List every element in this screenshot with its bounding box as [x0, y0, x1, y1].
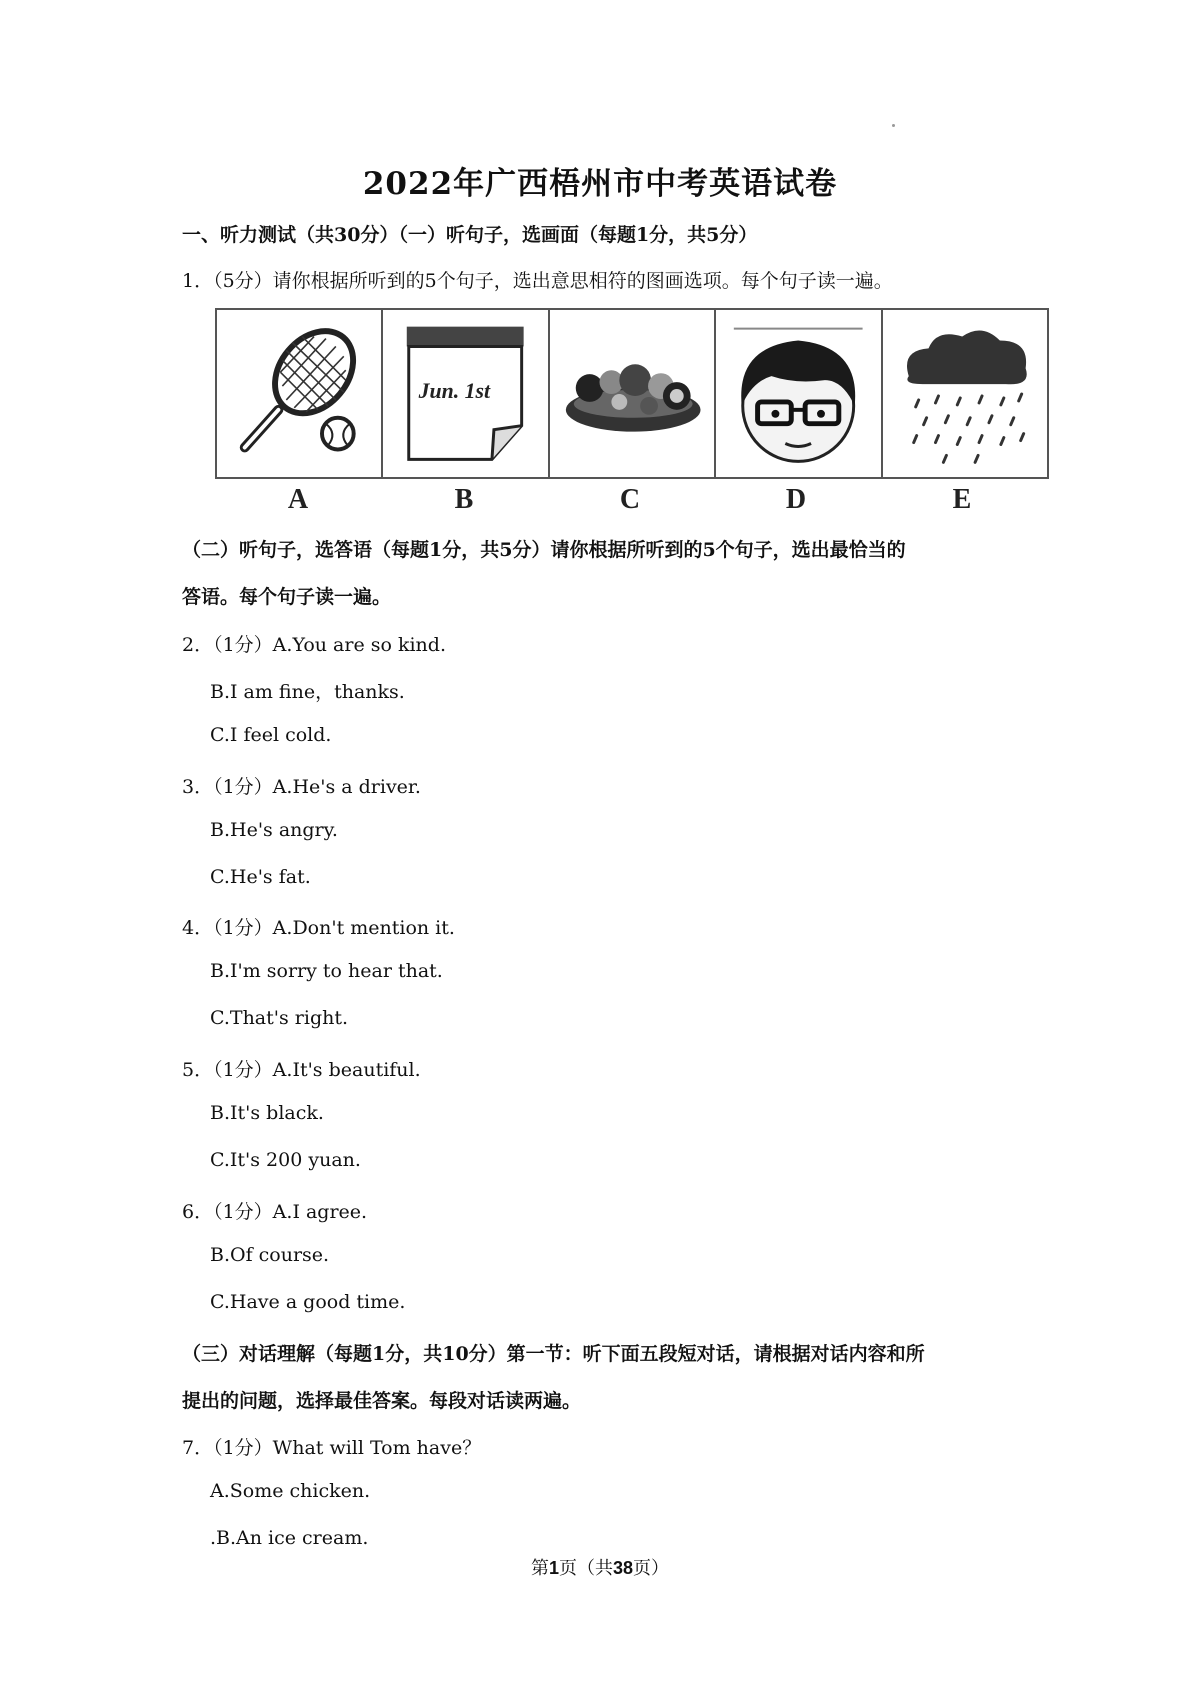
page-title: 2022年广西梧州市中考英语试卷: [362, 166, 838, 202]
page-footer: [0, 1554, 1200, 1580]
question-5-option-c: C.It's 200 yuan.: [210, 1149, 361, 1171]
question-4-option-b: B.I'm sorry to hear that.: [210, 960, 443, 982]
calendar-icon: [383, 310, 547, 477]
section3-heading-line2: 提出的问题，选择最佳答案。每段对话读两遍。: [182, 1390, 582, 1412]
question-2: 2．（1分）A.You are so kind.: [182, 634, 446, 656]
question-3-option-b: B.He's angry.: [210, 819, 338, 841]
picture-a-tennis: [217, 310, 383, 477]
letter-a: A: [287, 484, 309, 515]
question-5: 5．（1分）A.It's beautiful.: [182, 1059, 421, 1081]
footer-total-pages: 38: [612, 1558, 634, 1578]
footer-suffix: 页）: [633, 1558, 670, 1579]
picture-letters: [215, 484, 1045, 516]
section2-heading-line1: （二）听句子，选答语（每题1分，共5分）请你根据所听到的5个句子，选出最恰当的: [182, 539, 906, 561]
boy-with-glasses-icon: [716, 310, 880, 477]
question-6-option-c: C.Have a good time.: [210, 1291, 406, 1313]
tennis-racket-icon: [217, 310, 381, 477]
question-4: 4．（1分）A.Don't mention it.: [182, 917, 455, 939]
question-5-option-b: B.It's black.: [210, 1102, 324, 1124]
question-6-option-b: B.Of course.: [210, 1244, 330, 1266]
footer-prefix: 第: [530, 1558, 549, 1579]
footer-page-number: 1: [548, 1558, 559, 1578]
picture-options: [215, 308, 1049, 479]
picture-d-boy-glasses: [716, 310, 882, 477]
picture-c-food: [550, 310, 716, 477]
picture-b-calendar: [383, 310, 549, 477]
section2-heading-line2: 答语。每个句子读一遍。: [182, 586, 392, 608]
food-plate-icon: [550, 310, 714, 477]
letter-d: D: [785, 484, 807, 515]
scan-speck: [892, 124, 895, 127]
question-2-option-b: B.I am fine，thanks.: [210, 681, 405, 703]
question-6: 6．（1分）A.I agree.: [182, 1201, 368, 1223]
picture-e-rain: [883, 310, 1047, 477]
letter-c: C: [619, 484, 641, 515]
section1-heading: 一、听力测试（共30分）（一）听句子，选画面（每题1分，共5分）: [182, 224, 758, 246]
footer-middle: 页（共: [558, 1558, 613, 1579]
question-1: 1．（5分）请你根据所听到的5个句子，选出意思相符的图画选项。每个句子读一遍。: [182, 270, 893, 292]
question-3-option-c: C.He's fat.: [210, 866, 311, 888]
letter-b: B: [454, 484, 474, 515]
question-7-option-b: .B.An ice cream.: [210, 1527, 369, 1549]
letter-e: E: [952, 484, 972, 515]
question-2-option-c: C.I feel cold.: [210, 724, 332, 746]
question-4-option-c: C.That's right.: [210, 1007, 349, 1029]
question-3: 3．（1分）A.He's a driver.: [182, 776, 421, 798]
question-7-option-a: A.Some chicken.: [210, 1480, 371, 1502]
question-7: 7．（1分）What will Tom have？: [182, 1437, 482, 1459]
calendar-date: Jun. 1st: [419, 378, 491, 403]
section3-heading-line1: （三）对话理解（每题1分，共10分）第一节：听下面五段短对话，请根据对话内容和所: [182, 1343, 925, 1365]
rain-cloud-icon: [883, 310, 1047, 477]
